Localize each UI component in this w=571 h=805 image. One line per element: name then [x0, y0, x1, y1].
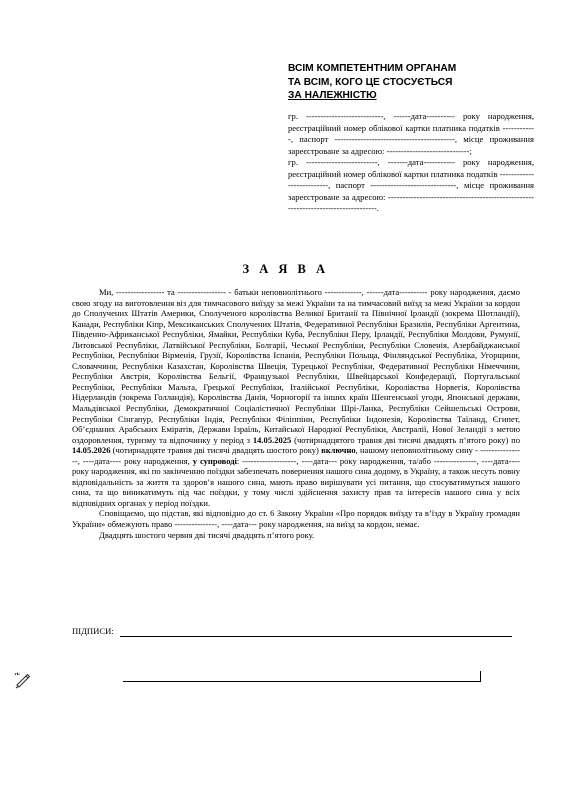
signatures-row: [72, 626, 482, 638]
date-to-words: (чотирнадцяте травня дві тисячі двадцять шостого року): [112, 445, 319, 456]
statement-paragraph-2: Сповіщаємо, що підстав, які відповідно до ст. 6 Закону України «Про порядок виїзду та в’їзду в Україну громадян України» обмежують право ---------------, ----дата--- року народження, на виїзд за кордон, немає.: [72, 508, 520, 530]
statement-date: Двадцять шостого червня дві тисячі двадцять п’ятого року.: [99, 529, 315, 540]
son-text: , нашому неповнолітньому сину - ----------------, ----дата---- року народження,: [72, 445, 520, 466]
accompanied-word: у супроводі: [192, 455, 237, 466]
signature-line[interactable]: [120, 636, 512, 637]
date-to: 14.05.2026: [72, 445, 111, 456]
date-from: 14.05.2025: [252, 434, 292, 445]
statement-body: [72, 287, 520, 540]
addressee-line-2: ТА ВСІМ, КОГО ЦЕ СТОСУЄТЬСЯ: [288, 76, 453, 88]
escort-text: : -------------------, ----дата--- року народження, та/або ---------------, ----дата---- року народження, які по закінченню поїздки забезпечать повернення нашого сина додому, в Україну, а також несуть повну відповідальність за життя та здоров’я нашого сина, мають право вирішувати усі питання, що стосуватимуться нашого сина, та що виникатимуть під час поїздки, у тому числі здійснення захисту прав та інтересів нашого сина у всіх відповідних органах у період поїздки.: [72, 455, 520, 508]
statement-paragraph-1: [72, 287, 520, 508]
second-signature-line[interactable]: [123, 671, 481, 682]
signatures-label: ПІДПИСИ:: [72, 626, 114, 636]
consent-text: Ми, ----------------- та ----------------- - батьки неповнолітнього -------------, ------дата---------- року народження, даємо свою згоду на виготовлення віз для тимчасового виїзду за межі України та на тимчасовий виїзд за межі України за кордон до Сполучених Штатів Америки, Сполученого королівства Великої Британії та Північної Ірландії (зокрема Шотландії), Канади, Республіки Кіпр, Мексиканських Сполучених Штатів, Федеративної Республіки Бразилія, Республіки Аргентина, Південно-Африканської Республіки, Ямайки, Республіки Куба, Республіки Перу, Ірландії, Республіки Молдови, Румунії, Литовської Республіки, Латвійської Республіки, Болгарії, Чеської Республіки, Республіки Словенія, Азербайджанської Республіки, Республіки Вірменія, Грузії, Королівства Іспанія, Республіки Польща, Фінляндської Республіка, Угорщини, Словаччини, Республіки Казахстан, Королівства Швеція, Турецької Республіки, Федеративної Республіки Німеччини, Республіки Австрія, Королівства Бельгії, Французької Республіки, Швейцарської Конфедерації, Португальської Республіки, Республіки Мальта, Грецької Республіки, Італійської Республіки, Королівства Норвегія, Королівства Нідерландів (зокрема Голландія), Королівства Данія, Чорногорії та інших країн Шенгенської угоди, Японської держави, Мальдівської Республіки, Демократичної Соціалістичної Республіки Шрі-Ланка, Республіки Сейшельські Острови, Республіки Сінгапур, Республіки Індія, Республіки Філіппіни, Республіки Індонезія, Королівства Таїланд, Єгипет, Об’єднаних Арабських Еміратів, Держави Ізраїль, Китайської Народної Республіки, Австралії, Нової Зеландії з метою оздоровлення, туризму та відпочинку у період з: [72, 287, 520, 445]
inclusive-word: включно: [321, 445, 356, 456]
applicants-block: [288, 111, 534, 215]
document-title: З А Я В А: [242, 262, 329, 276]
by-word: по: [511, 434, 521, 445]
addressee-line-3: ЗА НАЛЕЖНІСТЮ: [288, 90, 377, 102]
addressee-line-1: ВСІМ КОМПЕТЕНТНИМ ОРГАНАМ: [288, 63, 457, 74]
pen-sign-icon[interactable]: [13, 670, 33, 690]
applicant-1: гр. ---------------------------, ------дата---------- року народження, реєстраційний номер облікової картки платника податків ------------, паспорт ------------------------------------------, місце проживання зареєстроване за адресою: -----------------------------;: [288, 111, 534, 156]
addressee-header: [288, 62, 548, 103]
date-from-words: (чотирнадцятого травня дві тисячі двадцять п’ятого року): [294, 434, 509, 445]
applicant-2: гр. -------------------------, -------дата----------- року народження, реєстраційний номер облікової картки платника податків --------------------------, паспорт ------------------------------, місце проживання зареєстроване за адресою: ----------------------------------------------------------------------------------.: [288, 157, 534, 213]
